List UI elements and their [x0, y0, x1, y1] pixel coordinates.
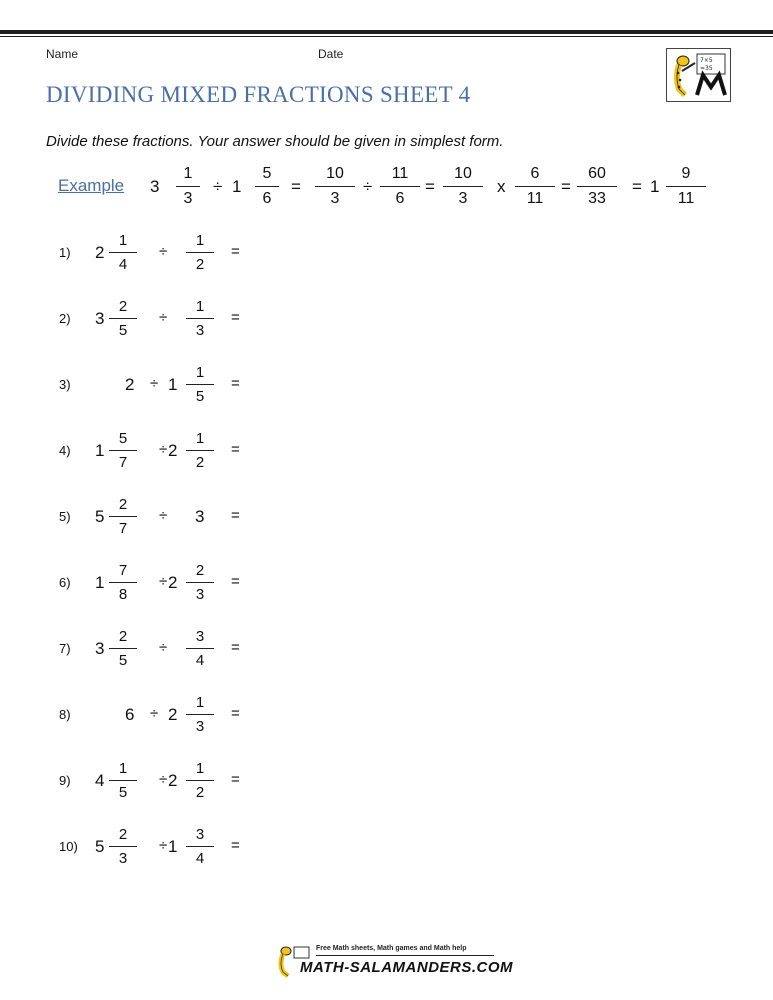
q1-a-fraction-bar	[109, 252, 137, 253]
q6-equals: =	[231, 573, 240, 590]
q7-a-numerator: 2	[118, 628, 128, 645]
q2-b-fraction-bar	[186, 318, 214, 319]
q9-divide: ÷	[159, 771, 168, 788]
q2-b-numerator: 1	[195, 298, 205, 315]
example-s1-fraction-bar	[315, 186, 355, 187]
q7-b-denominator: 4	[195, 652, 205, 669]
example-answer-whole: 1	[650, 177, 660, 196]
svg-text:=35: =35	[700, 65, 713, 72]
q3-equals: =	[231, 375, 240, 392]
q8-equals: =	[231, 705, 240, 722]
q10-number: 10)	[59, 839, 78, 854]
example-s2-numerator: 11	[391, 165, 409, 182]
q8-number: 8)	[59, 707, 71, 722]
example-a-fraction-bar	[176, 186, 200, 187]
q6-b-denominator: 3	[195, 586, 205, 603]
q7-a-denominator: 5	[118, 652, 128, 669]
example-equals-3: =	[561, 177, 571, 196]
example-equals-2: =	[425, 177, 435, 196]
q4-whole-a: 1	[95, 441, 105, 460]
q6-a-denominator: 8	[118, 586, 128, 603]
q5-divide: ÷	[159, 507, 168, 524]
q4-b-denominator: 2	[195, 454, 205, 471]
q5-a-fraction-bar	[109, 516, 137, 517]
q9-b-fraction-bar	[186, 780, 214, 781]
q9-a-denominator: 5	[118, 784, 128, 801]
q6-whole-b: 2	[168, 573, 178, 592]
example-s3-denominator: 3	[458, 190, 468, 207]
example-b-numerator: 5	[262, 165, 272, 182]
q8-divide: ÷	[150, 705, 159, 722]
q10-divide: ÷	[159, 837, 168, 854]
example-answer-denominator: 11	[677, 190, 695, 207]
q8-b-denominator: 3	[195, 718, 205, 735]
q6-a-fraction-bar	[109, 582, 137, 583]
q10-a-denominator: 3	[118, 850, 128, 867]
example-equals-4: =	[632, 177, 642, 196]
q3-b-fraction-bar	[186, 384, 214, 385]
q9-a-fraction-bar	[109, 780, 137, 781]
top-rule	[0, 30, 773, 34]
q3-b-numerator: 1	[195, 364, 205, 381]
top-rule-thin	[0, 36, 773, 37]
example-s2-denominator: 6	[395, 190, 405, 207]
q9-whole-a: 4	[95, 771, 105, 790]
q4-whole-b: 2	[168, 441, 178, 460]
q3-number: 3)	[59, 377, 71, 392]
footer-rule	[316, 955, 494, 956]
q9-b-numerator: 1	[195, 760, 205, 777]
example-b-fraction-bar	[255, 186, 279, 187]
q1-a-denominator: 4	[118, 256, 128, 273]
q6-divide: ÷	[159, 573, 168, 590]
page-title: DIVIDING MIXED FRACTIONS SHEET 4	[46, 82, 471, 107]
example-equals-1: =	[291, 177, 301, 196]
q4-a-denominator: 7	[118, 454, 128, 471]
salamander-logo-icon	[667, 49, 730, 101]
q2-a-denominator: 5	[118, 322, 128, 339]
example-s1-numerator: 10	[326, 165, 344, 182]
q1-divide: ÷	[159, 243, 168, 260]
example-s3-fraction-bar	[443, 186, 483, 187]
example-whole-b: 1	[232, 177, 242, 196]
q5-a-denominator: 7	[118, 520, 128, 537]
q10-a-fraction-bar	[109, 846, 137, 847]
q3-whole-a: 2	[125, 375, 135, 394]
q1-a-numerator: 1	[118, 232, 128, 249]
example-a-denominator: 3	[183, 190, 193, 207]
example-s5-numerator: 60	[588, 165, 606, 182]
q1-b-denominator: 2	[195, 256, 205, 273]
q10-b-denominator: 4	[195, 850, 205, 867]
q4-a-fraction-bar	[109, 450, 137, 451]
q7-b-numerator: 3	[195, 628, 205, 645]
q6-whole-a: 1	[95, 573, 105, 592]
q5-equals: =	[231, 507, 240, 524]
q8-b-numerator: 1	[195, 694, 205, 711]
q2-a-fraction-bar	[109, 318, 137, 319]
q2-divide: ÷	[159, 309, 168, 326]
example-s4-denominator: 11	[526, 190, 544, 207]
q5-a-numerator: 2	[118, 496, 128, 513]
example-s5-fraction-bar	[577, 186, 617, 187]
q2-equals: =	[231, 309, 240, 326]
q6-b-fraction-bar	[186, 582, 214, 583]
q4-divide: ÷	[159, 441, 168, 458]
q4-b-numerator: 1	[195, 430, 205, 447]
q7-whole-a: 3	[95, 639, 105, 658]
q7-number: 7)	[59, 641, 71, 656]
q1-whole-a: 2	[95, 243, 105, 262]
q4-b-fraction-bar	[186, 450, 214, 451]
q7-equals: =	[231, 639, 240, 656]
instructions: Divide these fractions. Your answer should be given in simplest form.	[46, 133, 504, 150]
q1-equals: =	[231, 243, 240, 260]
q9-number: 9)	[59, 773, 71, 788]
example-answer-numerator: 9	[681, 165, 691, 182]
example-s4-fraction-bar	[515, 186, 555, 187]
q9-equals: =	[231, 771, 240, 788]
example-b-denominator: 6	[262, 190, 272, 207]
salamander-logo	[666, 48, 731, 102]
example-s3-numerator: 10	[454, 165, 472, 182]
q8-whole-b: 2	[168, 705, 178, 724]
q2-b-denominator: 3	[195, 322, 205, 339]
q4-equals: =	[231, 441, 240, 458]
q6-b-numerator: 2	[195, 562, 205, 579]
q3-whole-b: 1	[168, 375, 178, 394]
q4-a-numerator: 5	[118, 430, 128, 447]
q9-b-denominator: 2	[195, 784, 205, 801]
example-s2-fraction-bar	[380, 186, 420, 187]
q10-equals: =	[231, 837, 240, 854]
example-s4-numerator: 6	[530, 165, 540, 182]
q9-whole-b: 2	[168, 771, 178, 790]
q6-a-numerator: 7	[118, 562, 128, 579]
date-label: Date	[318, 47, 344, 61]
footer-tagline: Free Math sheets, Math games and Math help	[316, 945, 467, 952]
svg-text:7×5: 7×5	[700, 57, 713, 64]
q10-a-numerator: 2	[118, 826, 128, 843]
example-times: x	[497, 177, 506, 196]
q10-whole-b: 1	[168, 837, 178, 856]
q5-whole-a: 5	[95, 507, 105, 526]
q10-b-fraction-bar	[186, 846, 214, 847]
q6-number: 6)	[59, 575, 71, 590]
q2-whole-a: 3	[95, 309, 105, 328]
example-whole-a: 3	[150, 177, 160, 196]
example-s5-denominator: 33	[588, 190, 606, 207]
example-divide-1: ÷	[213, 177, 223, 196]
q10-b-numerator: 3	[195, 826, 205, 843]
example-label: Example	[58, 176, 125, 195]
example-a-numerator: 1	[183, 165, 193, 182]
q1-b-fraction-bar	[186, 252, 214, 253]
q7-a-fraction-bar	[109, 648, 137, 649]
q2-a-numerator: 2	[118, 298, 128, 315]
example-s1-denominator: 3	[330, 190, 340, 207]
q3-b-denominator: 5	[195, 388, 205, 405]
q7-divide: ÷	[159, 639, 168, 656]
q4-number: 4)	[59, 443, 71, 458]
q9-a-numerator: 1	[118, 760, 128, 777]
q8-b-fraction-bar	[186, 714, 214, 715]
q3-divide: ÷	[150, 375, 159, 392]
q7-b-fraction-bar	[186, 648, 214, 649]
q5-number: 5)	[59, 509, 71, 524]
example-divide-2: ÷	[363, 177, 373, 196]
q1-number: 1)	[59, 245, 71, 260]
q1-b-numerator: 1	[195, 232, 205, 249]
q10-whole-a: 5	[95, 837, 105, 856]
q5-whole-b: 3	[195, 507, 205, 526]
q8-whole-a: 6	[125, 705, 135, 724]
example-answer-fraction-bar	[666, 186, 706, 187]
name-label: Name	[46, 47, 79, 61]
q2-number: 2)	[59, 311, 71, 326]
footer-brand: MATH-SALAMANDERS.COM	[300, 959, 514, 976]
